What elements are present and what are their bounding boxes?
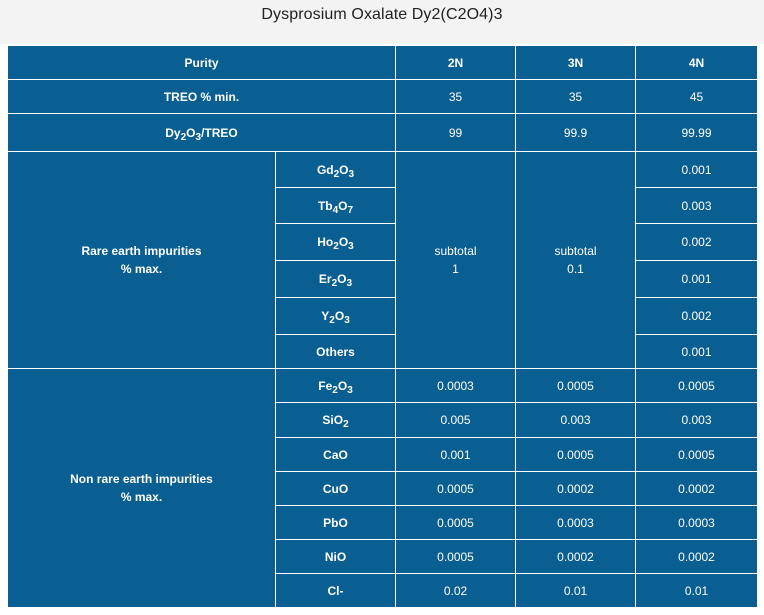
impurity-name xyxy=(276,369,396,403)
formula-part: 7 xyxy=(347,204,354,216)
impurity-name: PbO xyxy=(276,506,396,540)
impurity-value-2n: 0.0005 xyxy=(396,506,516,540)
formula-part: Fe xyxy=(318,378,333,393)
formula-part: 3 xyxy=(347,384,353,396)
subtotal-2n xyxy=(396,152,516,369)
impurity-name: NiO xyxy=(276,540,396,574)
impurity-value-3n: 0.0002 xyxy=(516,472,636,506)
formula-part: 4 xyxy=(332,204,339,216)
impurity-name: Others xyxy=(276,335,396,369)
formula-part: 3 xyxy=(348,168,355,180)
impurity-value-3n: 0.0003 xyxy=(516,506,636,540)
treo-value-4n: 45 xyxy=(636,80,758,114)
impurity-value-4n: 0.002 xyxy=(636,298,758,335)
formula-part: 2 xyxy=(333,241,339,252)
formula-part: Er xyxy=(318,272,332,286)
impurity-name: CaO xyxy=(276,438,396,472)
ratio-value-4n: 99.99 xyxy=(636,114,758,152)
impurity-value-4n: 0.001 xyxy=(636,335,758,369)
purity-label: Purity xyxy=(8,46,396,80)
ratio-label-part: 3 xyxy=(195,131,202,143)
formula-part: Gd xyxy=(316,162,334,177)
impurity-name xyxy=(276,298,396,335)
formula-part: O xyxy=(338,235,349,249)
ratio-label-part: Dy xyxy=(165,125,181,140)
ratio-row xyxy=(8,114,758,152)
rare-earth-group-line2: % max. xyxy=(120,262,163,276)
impurity-value-4n: 0.0002 xyxy=(636,472,758,506)
impurity-value-3n: 0.003 xyxy=(516,403,636,438)
rare-earth-group-label xyxy=(8,152,276,369)
non-rare-earth-group-line1: Non rare earth impurities xyxy=(70,472,213,486)
specification-table xyxy=(7,45,758,608)
purity-row xyxy=(8,46,758,80)
formula-part: O xyxy=(334,309,345,323)
impurity-name xyxy=(276,188,396,224)
impurity-value-4n: 0.0002 xyxy=(636,540,758,574)
impurity-value-2n: 0.0005 xyxy=(396,540,516,574)
formula-part: SiO xyxy=(322,413,344,427)
subtotal-value: 0.1 xyxy=(567,262,584,276)
formula-part: Tb xyxy=(317,198,333,213)
subtotal-3n xyxy=(516,152,636,369)
ratio-label-part: /TREO xyxy=(201,125,238,140)
impurity-value-4n: 0.002 xyxy=(636,224,758,261)
impurity-value-4n: 0.001 xyxy=(636,261,758,298)
impurity-value-4n: 0.0005 xyxy=(636,369,758,403)
impurity-name xyxy=(276,152,396,188)
formula-part: Ho xyxy=(317,235,334,249)
impurity-value-4n: 0.003 xyxy=(636,188,758,224)
grade-3n-header: 3N xyxy=(516,46,636,80)
impurity-value-2n: 0.0003 xyxy=(396,369,516,403)
formula-part: 2 xyxy=(331,278,338,289)
non-rare-earth-group-label xyxy=(8,369,276,608)
page-title: Dysprosium Oxalate Dy2(C2O4)3 xyxy=(261,6,503,23)
impurity-value-4n: 0.003 xyxy=(636,403,758,438)
impurity-value-2n: 0.005 xyxy=(396,403,516,438)
treo-row xyxy=(8,80,758,114)
rare-earth-group-line1: Rare earth impurities xyxy=(81,244,202,258)
ratio-value-3n: 99.9 xyxy=(516,114,636,152)
formula-part: Y xyxy=(321,309,330,323)
treo-value-3n: 35 xyxy=(516,80,636,114)
formula-part: 2 xyxy=(332,384,338,396)
grade-4n-header: 4N xyxy=(636,46,758,80)
impurity-value-3n: 0.0005 xyxy=(516,438,636,472)
impurity-value-2n: 0.0005 xyxy=(396,472,516,506)
ratio-label-part: O xyxy=(186,125,196,140)
ratio-label xyxy=(8,114,396,152)
formula-part: O xyxy=(338,198,348,213)
ratio-label-part: 2 xyxy=(180,131,187,143)
subtotal-label: subtotal xyxy=(434,244,477,258)
formula-part: O xyxy=(337,272,347,286)
impurity-value-4n: 0.0005 xyxy=(636,438,758,472)
non-rare-earth-group-line2: % max. xyxy=(120,490,163,504)
impurity-name: CuO xyxy=(276,472,396,506)
impurity-value-2n: 0.001 xyxy=(396,438,516,472)
impurity-value-3n: 0.0005 xyxy=(516,369,636,403)
impurity-name xyxy=(276,261,396,298)
grade-2n-header: 2N xyxy=(396,46,516,80)
formula-part: 3 xyxy=(348,241,354,252)
impurity-name xyxy=(276,224,396,261)
ratio-value-2n: 99 xyxy=(396,114,516,152)
impurity-value-4n: 0.01 xyxy=(636,574,758,608)
subtotal-value: 1 xyxy=(452,262,459,276)
impurity-name xyxy=(276,403,396,438)
formula-part: 3 xyxy=(344,315,350,326)
non-rare-earth-row xyxy=(8,369,758,403)
formula-part: 3 xyxy=(346,278,353,289)
treo-label: TREO % min. xyxy=(8,80,396,114)
impurity-value-3n: 0.0002 xyxy=(516,540,636,574)
formula-part: O xyxy=(337,378,348,393)
impurity-value-3n: 0.01 xyxy=(516,574,636,608)
subtotal-label: subtotal xyxy=(554,244,597,258)
impurity-value-4n: 0.001 xyxy=(636,152,758,188)
impurity-value-2n: 0.02 xyxy=(396,574,516,608)
treo-value-2n: 35 xyxy=(396,80,516,114)
formula-part: 2 xyxy=(329,315,335,326)
formula-part: O xyxy=(339,162,349,177)
impurity-value-4n: 0.0003 xyxy=(636,506,758,540)
formula-part: 2 xyxy=(343,419,349,430)
formula-part: 2 xyxy=(333,168,340,180)
rare-earth-row xyxy=(8,152,758,188)
impurity-name: Cl- xyxy=(276,574,396,608)
